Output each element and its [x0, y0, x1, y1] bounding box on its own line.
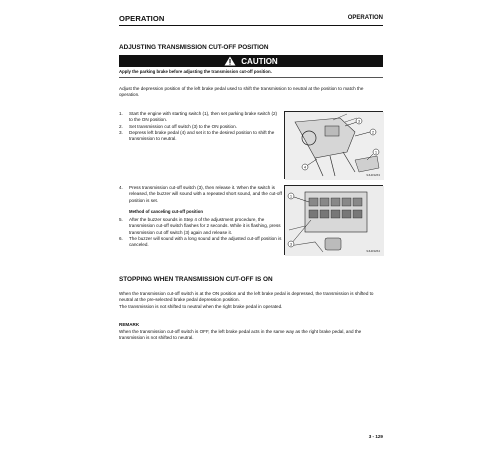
figure-code: 9JH03263	[366, 173, 380, 177]
step-number: 6.	[119, 236, 123, 242]
callout-label: 3	[290, 242, 292, 247]
callout-label: 1	[375, 150, 377, 155]
header-right-title: OPERATION	[347, 15, 383, 21]
caution-banner	[119, 55, 383, 67]
step-text: The buzzer will sound with a long sound and the adjusted cut-off position is canceled.	[129, 236, 282, 248]
figure-code: 9JH03264	[366, 249, 380, 253]
step-number: 3.	[119, 129, 123, 135]
caution-label: CAUTION	[241, 56, 278, 66]
warning-triangle-icon	[224, 56, 236, 66]
switch-panel-illustration	[285, 186, 384, 256]
callout-label: 1	[290, 194, 292, 199]
cancel-method-title: Method of canceling cut-off position	[129, 208, 203, 214]
stopping-text-2: The transmission is not shifted to neutral when the right brake pedal in operated.	[119, 303, 283, 309]
stopping-paragraph	[119, 291, 383, 310]
step-text: Depress left brake pedal (4) and set it to the desired position to shift the transmission to neutral.	[129, 129, 275, 142]
step-item	[119, 217, 282, 236]
callout-label: 3	[358, 119, 360, 124]
section-title-adjusting: ADJUSTING TRANSMISSION CUT-OFF POSITION	[119, 44, 269, 51]
step-number: 2.	[119, 123, 123, 129]
callout-label: 4	[304, 165, 306, 170]
steps-list-a	[119, 111, 282, 142]
cab-illustration	[285, 112, 384, 180]
step-text: Set transmission cut off switch (3) to the ON position.	[129, 123, 237, 129]
intro-paragraph: Adjust the depression position of the left brake pedal used to shift the transmission to neutral at the position to match the operation.	[119, 86, 364, 98]
stopping-text-1: When the transmission cut-off switch is at the ON position and the left brake pedal is depressed, the transmission is shifted to neutral at the pre-selected brake pedal depression position.	[119, 291, 374, 303]
figure-switch-panel	[284, 185, 383, 255]
remark-text: When the transmission cut-off switch is OFF, the left brake pedal acts in the same way as the right brake pedal, and the transmission is not shifted to neutral.	[119, 329, 362, 341]
remark-label: REMARK	[119, 322, 140, 327]
caution-rule	[119, 77, 383, 78]
step-item	[119, 111, 282, 124]
step-number: 5.	[119, 217, 123, 223]
header-left-title: OPERATION	[119, 14, 165, 23]
header-rule	[119, 25, 383, 26]
step-text: After the buzzer sounds in Step 4 of the adjustment procedure, the transmission cut-off switch flashes for 2 seconds. While it is flashing, press transmission cut off switch (3) again and release it.	[129, 217, 281, 235]
callout-label: 2	[372, 130, 374, 135]
section-title-stopping: STOPPING WHEN TRANSMISSION CUT-OFF IS ON	[119, 276, 273, 283]
step-text: Start the engine with starting switch (1), then set parking brake switch (2) to the ON position.	[129, 111, 278, 123]
step-item	[119, 185, 282, 204]
steps-list-b	[119, 185, 282, 249]
step-item	[119, 236, 282, 249]
step-item	[119, 130, 282, 143]
page-number: 3 - 129	[368, 434, 383, 439]
step-number: 4.	[119, 185, 123, 190]
caution-text: Apply the parking brake before adjusting the transmission cut-off position.	[119, 69, 272, 74]
figure-brake-pedal-cab	[284, 111, 383, 179]
step-number: 1.	[119, 111, 123, 116]
step-text: Press transmission cut-off switch (3), then release it. When the switch is released, the buzzer will sound with a repeated short sound, and the cut-off position is set.	[129, 185, 282, 203]
